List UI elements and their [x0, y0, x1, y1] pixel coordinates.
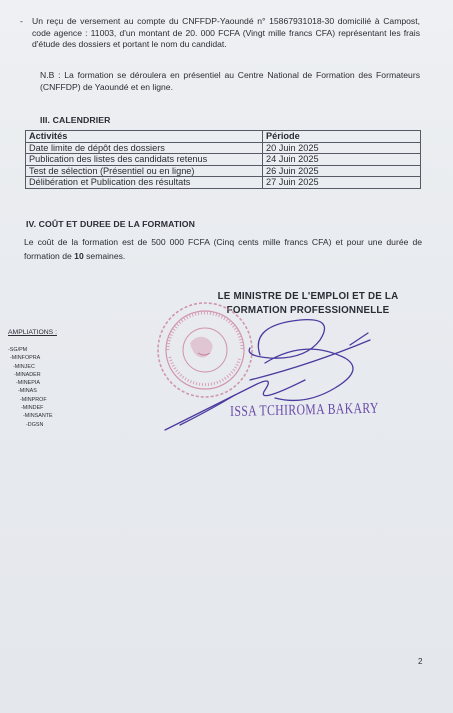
stamp-and-signature	[150, 295, 380, 445]
activity-cell: Test de sélection (Présentiel ou en ligne)	[26, 165, 263, 177]
activity-cell: Publication des listes des candidats retenus	[26, 154, 263, 166]
receipt-requirement-text: Un reçu de versement au compte du CNFFDP-Yaoundé n° 15867931018-30 domicilié à Campost, code agence : 11003, d'un montant de 20. 000 FCFA (Vingt mille francs CFA) représentant les frais d'étude des dossiers et portant le nom du candidat.	[32, 16, 420, 50]
minister-title-line1: LE MINISTRE DE L'EMPLOI ET DE LA	[217, 291, 399, 302]
list-item: -DGSN	[26, 421, 44, 428]
list-item: -MINJEC	[13, 363, 35, 370]
ampliations-title: AMPLIATIONS :	[8, 329, 57, 336]
page-number: 2	[418, 657, 423, 666]
activity-cell: Délibération et Publication des résultats	[26, 177, 263, 189]
cost-paragraph	[24, 235, 422, 263]
table-row	[26, 154, 421, 166]
list-item: -MINSANTE	[23, 413, 53, 420]
table-row	[26, 142, 421, 154]
list-item: -MINPROF	[20, 396, 47, 403]
period-cell: 24 Juin 2025	[263, 154, 421, 166]
column-header-activities: Activités	[26, 131, 263, 143]
list-item: -MINEPIA	[16, 380, 40, 387]
calendar-table	[25, 130, 421, 189]
list-item: -MINAS	[18, 388, 37, 395]
period-cell: 20 Juin 2025	[263, 142, 421, 154]
ampliations-list	[8, 346, 53, 429]
column-header-period: Période	[263, 131, 421, 143]
receipt-requirement	[20, 16, 420, 51]
bullet-dash: -	[20, 16, 23, 26]
list-item: -MINDEF	[21, 405, 44, 412]
cost-title: IV. COÛT ET DUREE DE LA FORMATION	[26, 219, 196, 229]
list-item: -MINADER	[14, 371, 41, 378]
activity-cell: Date limite de dépôt des dossiers	[26, 142, 263, 154]
table-header-row	[26, 131, 421, 143]
cost-text-after: semaines.	[83, 251, 126, 261]
cost-text-before: Le coût de la formation est de 500 000 FCFA (Cinq cents mille francs CFA) et pour une durée de formation de	[24, 237, 422, 261]
table-row	[26, 177, 421, 189]
period-cell: 26 Juin 2025	[263, 165, 421, 177]
duration-weeks: 10	[74, 251, 84, 261]
calendar-title: III. CALENDRIER	[40, 115, 111, 125]
list-item: -MINFOPRA	[10, 355, 41, 362]
minister-title-line2: FORMATION PROFESSIONNELLE	[226, 305, 390, 316]
list-item: -SG/PM	[8, 347, 28, 353]
signature-name: ISSA TCHIROMA BAKARY	[230, 400, 379, 420]
nb-note: N.B : La formation se déroulera en présentiel au Centre National de Formation des Formateurs (CNFFDP) de Yaoundé et en ligne.	[40, 70, 420, 92]
period-cell: 27 Juin 2025	[263, 177, 421, 189]
table-row	[26, 165, 421, 177]
official-seal-stamp-icon	[158, 303, 252, 397]
